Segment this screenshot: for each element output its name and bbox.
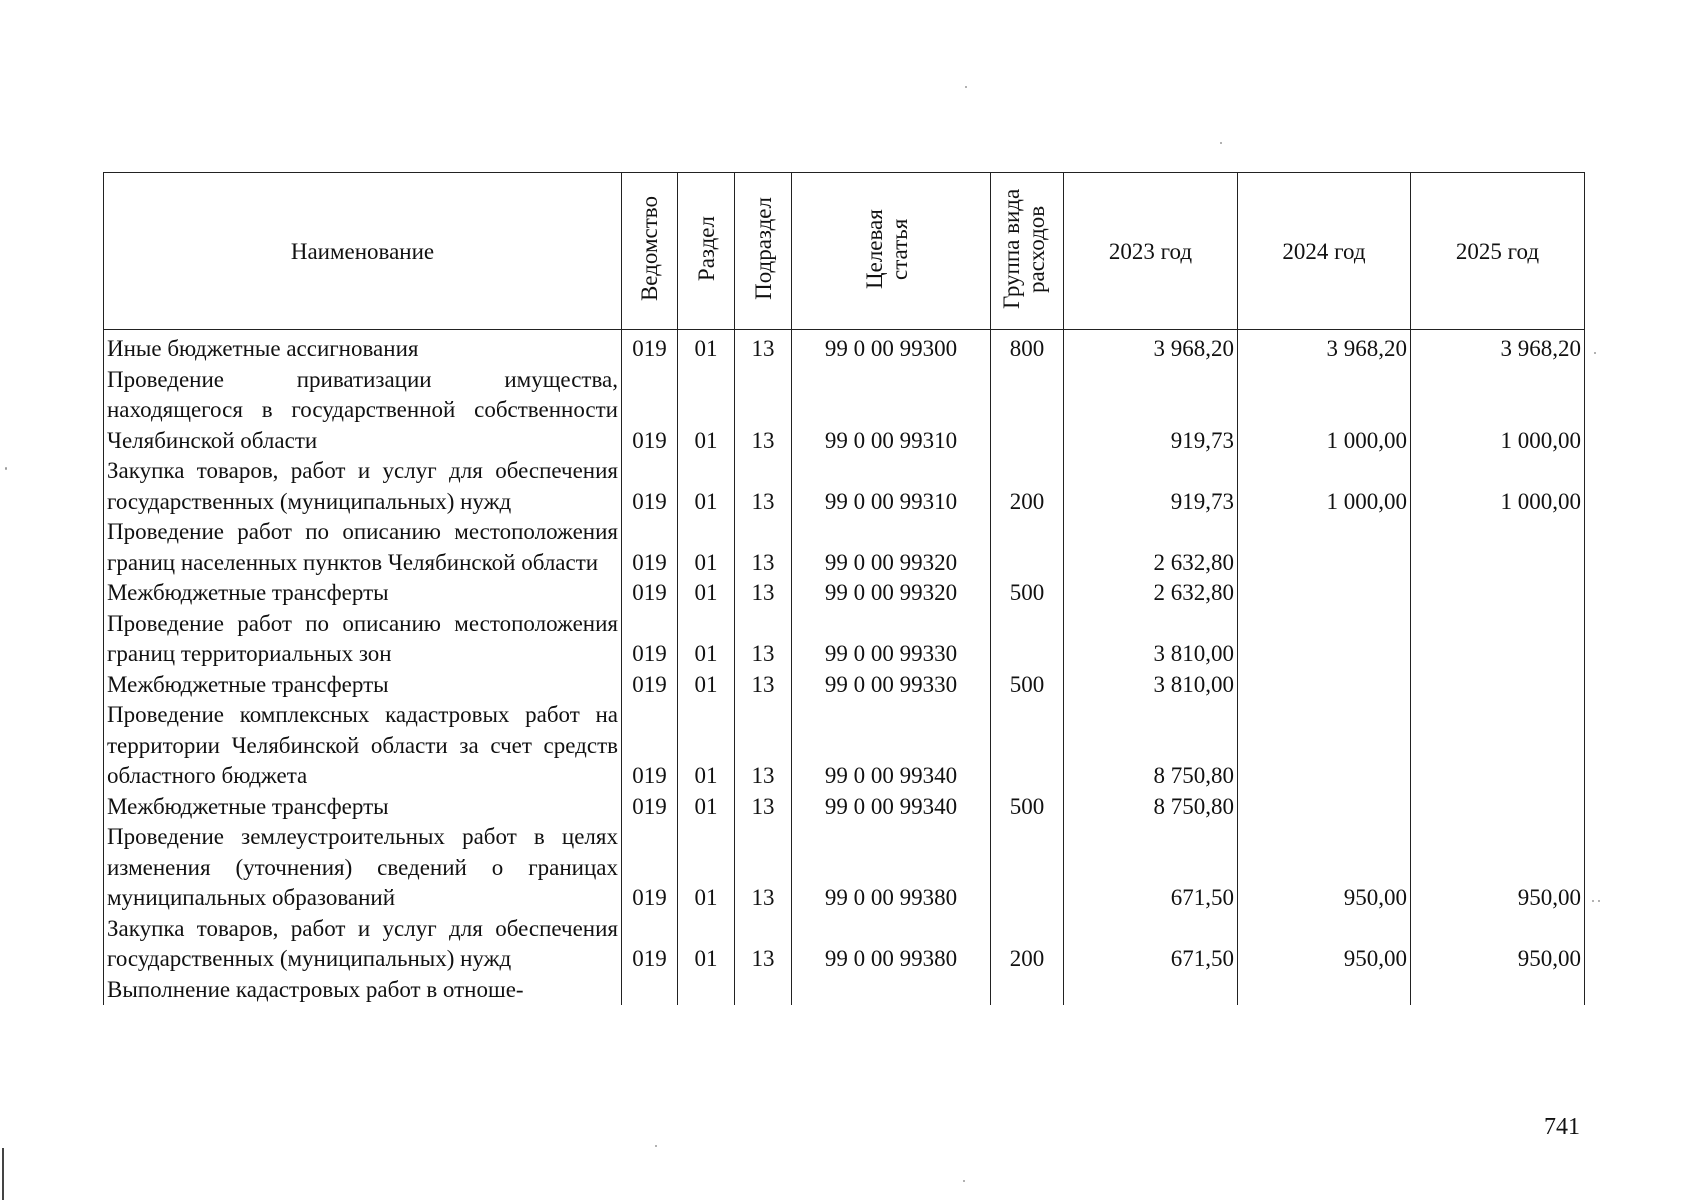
row-amount-2025 [1411, 609, 1585, 670]
row-amount-2024 [1238, 517, 1411, 578]
row-amount-2024: 1 000,00 [1238, 365, 1411, 457]
row-amount-2024: 950,00 [1238, 822, 1411, 914]
header-section-label: Раздел [693, 215, 719, 282]
table-row [104, 578, 1585, 609]
header-name: Наименование [104, 173, 622, 330]
row-target-item: 99 0 00 99310 [792, 456, 991, 517]
row-subsection: 13 [735, 792, 792, 823]
row-department: 019 [622, 517, 678, 578]
row-amount-2023: 3 810,00 [1064, 609, 1238, 670]
row-subsection: 13 [735, 330, 792, 365]
budget-table [103, 172, 1585, 1005]
row-expense-group: 200 [991, 456, 1064, 517]
row-amount-2024 [1238, 670, 1411, 701]
row-amount-2025 [1411, 792, 1585, 823]
scan-speck [655, 1145, 657, 1147]
row-target-item: 99 0 00 99320 [792, 517, 991, 578]
header-expense-group [991, 173, 1064, 330]
row-amount-2025 [1411, 578, 1585, 609]
row-target-item [792, 975, 991, 1006]
row-amount-2025: 950,00 [1411, 914, 1585, 975]
row-amount-2023: 3 968,20 [1064, 330, 1238, 365]
row-section: 01 [678, 914, 735, 975]
row-amount-2025 [1411, 975, 1585, 1006]
header-year-2024: 2024 год [1238, 173, 1411, 330]
row-section: 01 [678, 670, 735, 701]
row-expense-group [991, 975, 1064, 1006]
scan-speck [1594, 352, 1596, 354]
row-expense-group: 200 [991, 914, 1064, 975]
header-expense-group-label: Группа вида расходов [999, 188, 1049, 309]
row-expense-group [991, 609, 1064, 670]
row-name: Проведение приватизации имущества, находящегося в государственной собственности Челябинской области [104, 365, 622, 457]
row-amount-2025 [1411, 517, 1585, 578]
row-amount-2025 [1411, 700, 1585, 792]
table-row [104, 975, 1585, 1006]
row-amount-2024 [1238, 609, 1411, 670]
row-name: Проведение комплексных кадастровых работ на территории Челябинской области за счет средств областного бюджета [104, 700, 622, 792]
row-target-item: 99 0 00 99380 [792, 822, 991, 914]
scan-speck [965, 86, 967, 88]
row-name: Иные бюджетные ассигнования [104, 330, 622, 365]
row-expense-group: 500 [991, 792, 1064, 823]
header-year-2023: 2023 год [1064, 173, 1238, 330]
row-subsection: 13 [735, 578, 792, 609]
row-section: 01 [678, 700, 735, 792]
row-expense-group [991, 700, 1064, 792]
row-subsection: 13 [735, 456, 792, 517]
row-amount-2023: 919,73 [1064, 456, 1238, 517]
row-target-item: 99 0 00 99340 [792, 700, 991, 792]
row-target-item: 99 0 00 99340 [792, 792, 991, 823]
row-amount-2024 [1238, 578, 1411, 609]
row-department: 019 [622, 822, 678, 914]
row-section: 01 [678, 330, 735, 365]
row-target-item: 99 0 00 99330 [792, 609, 991, 670]
header-section [678, 173, 735, 330]
header-target-item-label: Целевая статья [862, 208, 912, 289]
row-department: 019 [622, 330, 678, 365]
table-header-row [104, 173, 1585, 330]
scan-speck [1220, 142, 1222, 144]
row-subsection: 13 [735, 609, 792, 670]
row-department: 019 [622, 578, 678, 609]
row-name: Проведение работ по описанию местоположения границ территориальных зон [104, 609, 622, 670]
row-subsection: 13 [735, 517, 792, 578]
table-row [104, 517, 1585, 578]
row-target-item: 99 0 00 99320 [792, 578, 991, 609]
row-subsection: 13 [735, 700, 792, 792]
row-department: 019 [622, 365, 678, 457]
row-department: 019 [622, 670, 678, 701]
row-amount-2023: 2 632,80 [1064, 578, 1238, 609]
row-name: Выполнение кадастровых работ в отноше- [104, 975, 622, 1006]
row-amount-2023: 671,50 [1064, 822, 1238, 914]
row-expense-group: 800 [991, 330, 1064, 365]
row-amount-2024: 950,00 [1238, 914, 1411, 975]
row-subsection: 13 [735, 365, 792, 457]
row-department [622, 975, 678, 1006]
table-row [104, 670, 1585, 701]
row-subsection: 13 [735, 670, 792, 701]
scan-speck [1592, 900, 1594, 902]
row-expense-group [991, 517, 1064, 578]
row-section [678, 975, 735, 1006]
header-subsection [735, 173, 792, 330]
row-amount-2025: 1 000,00 [1411, 365, 1585, 457]
header-target-item [792, 173, 991, 330]
table-row [104, 822, 1585, 914]
header-department-label: Ведомство [637, 195, 662, 302]
row-amount-2025: 3 968,20 [1411, 330, 1585, 365]
row-name: Закупка товаров, работ и услуг для обеспечения государственных (муниципальных) нужд [104, 914, 622, 975]
row-amount-2023: 919,73 [1064, 365, 1238, 457]
scan-speck [5, 467, 7, 470]
row-name: Межбюджетные трансферты [104, 670, 622, 701]
table-row [104, 914, 1585, 975]
row-department: 019 [622, 609, 678, 670]
row-amount-2025 [1411, 670, 1585, 701]
row-expense-group [991, 365, 1064, 457]
row-name: Межбюджетные трансферты [104, 792, 622, 823]
row-section: 01 [678, 822, 735, 914]
row-subsection [735, 975, 792, 1006]
row-amount-2023: 3 810,00 [1064, 670, 1238, 701]
row-target-item: 99 0 00 99380 [792, 914, 991, 975]
page-number: 741 [1544, 1114, 1580, 1140]
row-amount-2024 [1238, 792, 1411, 823]
row-expense-group: 500 [991, 670, 1064, 701]
header-department [622, 173, 678, 330]
table-row [104, 792, 1585, 823]
row-section: 01 [678, 456, 735, 517]
row-name: Проведение землеустроительных работ в целях изменения (уточнения) сведений о границах муниципальных образований [104, 822, 622, 914]
row-section: 01 [678, 578, 735, 609]
row-amount-2024 [1238, 700, 1411, 792]
row-subsection: 13 [735, 822, 792, 914]
row-amount-2024: 1 000,00 [1238, 456, 1411, 517]
row-amount-2024 [1238, 975, 1411, 1006]
header-year-2025: 2025 год [1411, 173, 1585, 330]
row-name: Закупка товаров, работ и услуг для обеспечения государственных (муниципальных) нужд [104, 456, 622, 517]
row-amount-2023: 8 750,80 [1064, 700, 1238, 792]
row-target-item: 99 0 00 99300 [792, 330, 991, 365]
row-amount-2024: 3 968,20 [1238, 330, 1411, 365]
scan-edge-mark [2, 1148, 4, 1200]
row-section: 01 [678, 609, 735, 670]
row-expense-group [991, 822, 1064, 914]
row-amount-2025: 950,00 [1411, 822, 1585, 914]
table-row [104, 700, 1585, 792]
scan-speck [963, 1180, 965, 1182]
row-department: 019 [622, 700, 678, 792]
row-name: Проведение работ по описанию местоположения границ населенных пунктов Челябинской области [104, 517, 622, 578]
row-section: 01 [678, 517, 735, 578]
row-department: 019 [622, 456, 678, 517]
row-subsection: 13 [735, 914, 792, 975]
row-target-item: 99 0 00 99330 [792, 670, 991, 701]
table-row [104, 330, 1585, 365]
row-name: Межбюджетные трансферты [104, 578, 622, 609]
row-amount-2025: 1 000,00 [1411, 456, 1585, 517]
row-department: 019 [622, 914, 678, 975]
row-amount-2023: 2 632,80 [1064, 517, 1238, 578]
row-target-item: 99 0 00 99310 [792, 365, 991, 457]
row-department: 019 [622, 792, 678, 823]
row-amount-2023 [1064, 975, 1238, 1006]
table-row [104, 456, 1585, 517]
header-subsection-label: Подраздел [750, 197, 776, 300]
row-section: 01 [678, 792, 735, 823]
row-amount-2023: 671,50 [1064, 914, 1238, 975]
scan-speck [1598, 900, 1600, 902]
row-amount-2023: 8 750,80 [1064, 792, 1238, 823]
row-expense-group: 500 [991, 578, 1064, 609]
row-section: 01 [678, 365, 735, 457]
table-row [104, 365, 1585, 457]
table-row [104, 609, 1585, 670]
